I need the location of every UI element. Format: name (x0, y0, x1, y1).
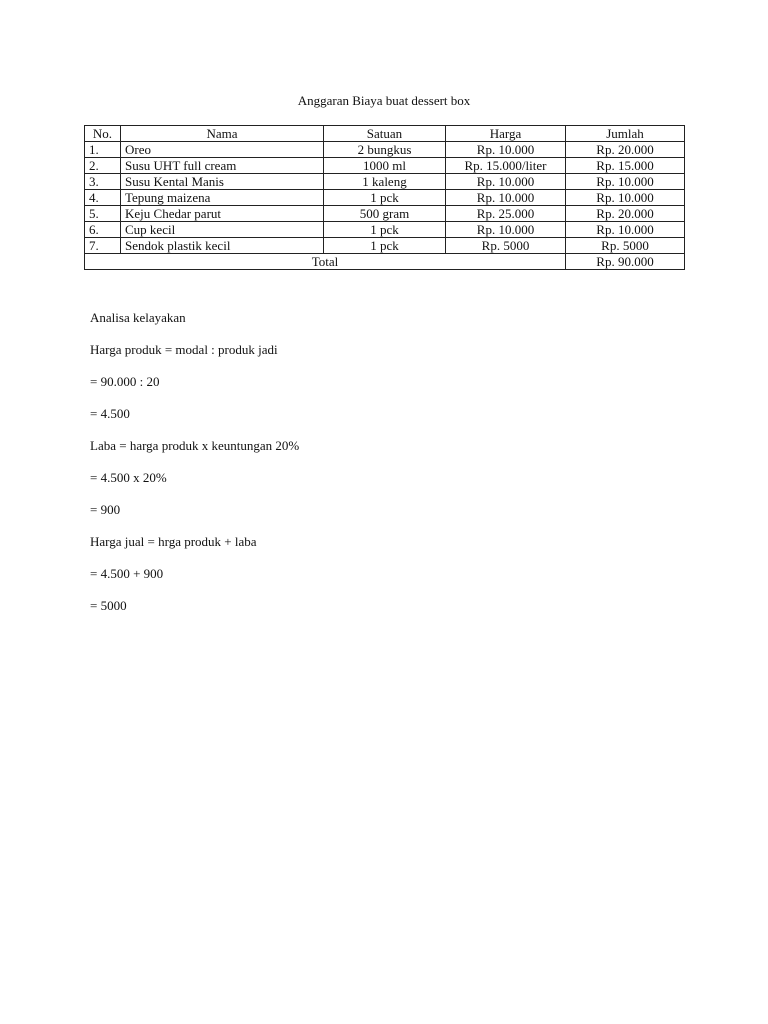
cell-nama: Cup kecil (121, 222, 324, 238)
cell-satuan: 500 gram (324, 206, 446, 222)
cell-satuan: 2 bungkus (324, 142, 446, 158)
analysis-line: = 4.500 + 900 (90, 566, 164, 581)
header-satuan: Satuan (324, 126, 446, 142)
cell-satuan: 1000 ml (324, 158, 446, 174)
cell-nama: Oreo (121, 142, 324, 158)
cell-satuan: 1 pck (324, 238, 446, 254)
table-row (85, 190, 685, 206)
cell-no: 2. (85, 158, 121, 174)
cell-harga: Rp. 25.000 (446, 206, 566, 222)
cell-nama: Keju Chedar parut (121, 206, 324, 222)
table-header-row (85, 126, 685, 142)
cell-nama: Susu UHT full cream (121, 158, 324, 174)
table-row (85, 206, 685, 222)
table-row (85, 222, 685, 238)
table-row (85, 174, 685, 190)
cell-nama: Sendok plastik kecil (121, 238, 324, 254)
cell-harga: Rp. 10.000 (446, 222, 566, 238)
cell-jumlah: Rp. 10.000 (566, 222, 685, 238)
header-harga: Harga (446, 126, 566, 142)
header-no: No. (85, 126, 121, 142)
analysis-line: Harga produk = modal : produk jadi (90, 342, 278, 357)
cell-no: 4. (85, 190, 121, 206)
analysis-line: Laba = harga produk x keuntungan 20% (90, 438, 300, 453)
cell-jumlah: Rp. 20.000 (566, 142, 685, 158)
cell-no: 5. (85, 206, 121, 222)
analysis-section (90, 310, 690, 630)
cell-satuan: 1 pck (324, 190, 446, 206)
header-jumlah: Jumlah (566, 126, 685, 142)
header-nama: Nama (121, 126, 324, 142)
document-title: Anggaran Biaya buat dessert box (297, 93, 471, 108)
cell-jumlah: Rp. 15.000 (566, 158, 685, 174)
table-row (85, 158, 685, 174)
analysis-line: Harga jual = hrga produk + laba (90, 534, 257, 549)
cell-jumlah: Rp. 10.000 (566, 174, 685, 190)
cell-nama: Susu Kental Manis (121, 174, 324, 190)
cell-harga: Rp. 10.000 (446, 190, 566, 206)
cell-harga: Rp. 10.000 (446, 142, 566, 158)
cell-no: 6. (85, 222, 121, 238)
analysis-line: = 900 (90, 502, 121, 517)
cell-satuan: 1 pck (324, 222, 446, 238)
cell-no: 1. (85, 142, 121, 158)
cell-nama: Tepung maizena (121, 190, 324, 206)
analysis-line: = 90.000 : 20 (90, 374, 160, 389)
analysis-line: = 4.500 (90, 406, 130, 421)
budget-table (84, 125, 685, 270)
cell-no: 7. (85, 238, 121, 254)
cell-harga: Rp. 15.000/liter (446, 158, 566, 174)
cell-jumlah: Rp. 5000 (566, 238, 685, 254)
total-value: Rp. 90.000 (566, 254, 685, 270)
cell-jumlah: Rp. 20.000 (566, 206, 685, 222)
table-row (85, 142, 685, 158)
analysis-line: = 5000 (90, 598, 127, 613)
cell-harga: Rp. 5000 (446, 238, 566, 254)
cell-no: 3. (85, 174, 121, 190)
table-row (85, 238, 685, 254)
cell-satuan: 1 kaleng (324, 174, 446, 190)
cell-jumlah: Rp. 10.000 (566, 190, 685, 206)
table-total-row (85, 254, 685, 270)
total-label: Total (85, 254, 566, 270)
analysis-heading: Analisa kelayakan (90, 310, 186, 325)
analysis-line: = 4.500 x 20% (90, 470, 167, 485)
cell-harga: Rp. 10.000 (446, 174, 566, 190)
